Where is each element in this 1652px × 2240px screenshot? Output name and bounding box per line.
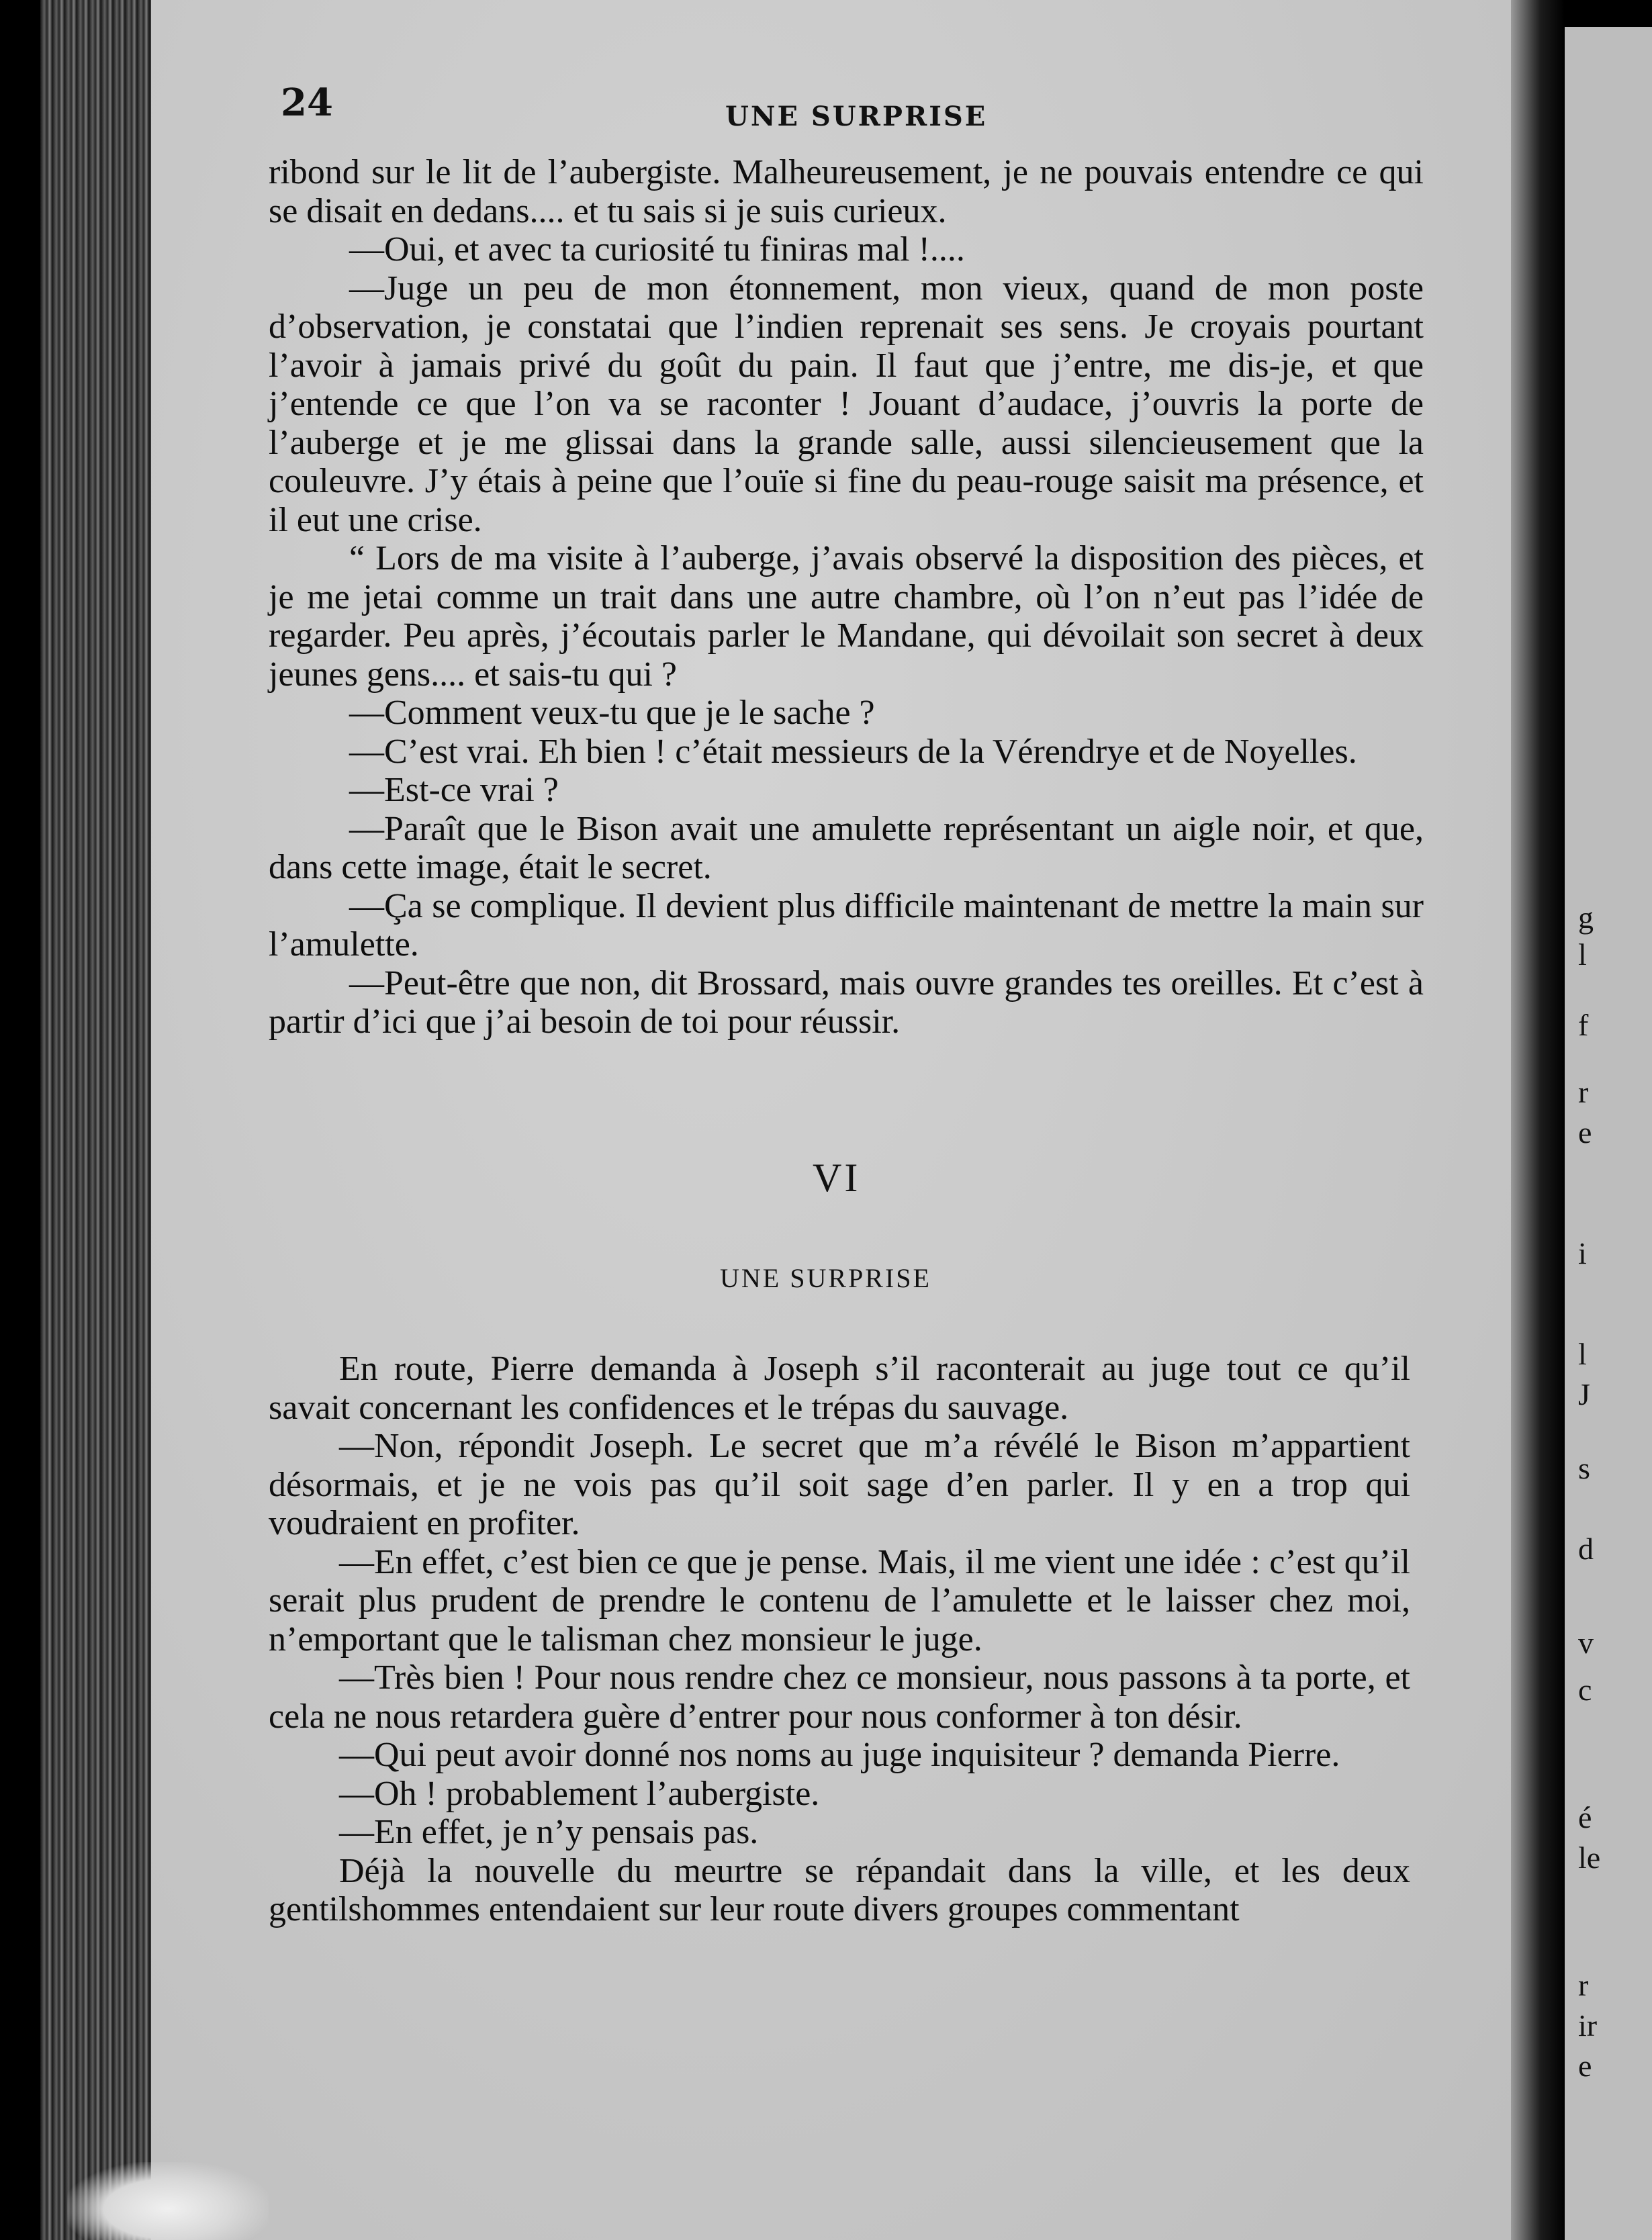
paragraph: —Juge un peu de mon étonnement, mon vieux, quand de mon poste d’observation, je constatai que l’indien reprenait ses sens. Je croyais pourtant l’avoir à jamais privé du goût du pain. Il faut que j’entre, me dis-je, et que j’entende ce que l’on va se raconter ! Jouant d’audace, j’ouvris la porte de l’auberge et je me glissai dans la grande salle, aussi silencieusement que la couleuvre. J’y étais à peine que l’ouïe si fine du peau-rouge saisit ma présence, et il eut une crise. — [269, 269, 1424, 539]
previous-section-text — [269, 153, 1424, 1041]
paragraph: ribond sur le lit de l’aubergiste. Malheureusement, je ne pouvais entendre ce qui se disait en dedans.... et tu sais si je suis curieux. — [269, 153, 1424, 230]
facing-page-fragment: e — [1578, 1115, 1592, 1150]
paragraph: —En effet, je n’y pensais pas. — [339, 1813, 759, 1851]
facing-page-fragment: c — [1578, 1673, 1592, 1707]
book-gutter — [1511, 0, 1565, 2240]
paragraph: —En effet, c’est bien ce que je pense. Mais, il me vient une idée : c’est qu’il serait plus prudent de prendre le contenu de l’amulette et le laisser chez moi, n’emportant que le talisman chez monsieur le juge. — [269, 1542, 1410, 1659]
page-number: 24 — [281, 81, 333, 125]
facing-page-fragment: d — [1578, 1532, 1594, 1566]
facing-page-fragment: f — [1578, 1008, 1589, 1042]
paragraph: —Non, répondit Joseph. Le secret que m’a révélé le Bison m’appartient désormais, et je ne vois pas qu’il soit sage d’en parler. Il y en a trop qui voudraient en profiter. — [269, 1427, 1410, 1542]
paragraph: —Est-ce vrai ? — [349, 771, 559, 809]
paragraph: —Ça se complique. Il devient plus difficile maintenant de mettre la main sur l’amulette. — [269, 886, 1424, 964]
facing-page-fragment: g — [1578, 900, 1594, 935]
facing-page-fragment: le — [1578, 1840, 1601, 1875]
facing-page-fragment: v — [1578, 1626, 1594, 1660]
paragraph: En route, Pierre demanda à Joseph s’il raconterait au juge tout ce qu’il savait concernant les confidences et le trépas du sauvage. — [269, 1350, 1410, 1427]
paragraph: Déjà la nouvelle du meurtre se répandait dans la ville, et les deux gentilshommes entendaient sur leur route divers groupes commentant — [269, 1851, 1410, 1928]
running-head: UNE SURPRISE — [725, 101, 988, 132]
paragraph: —Qui peut avoir donné nos noms au juge inquisiteur ? demanda Pierre. — [339, 1736, 1340, 1774]
paragraph: —Oh ! probablement l’aubergiste. — [339, 1774, 820, 1813]
chapter-title: UNE SURPRISE — [720, 1263, 931, 1293]
facing-page-fragment: l — [1578, 937, 1587, 972]
chapter-number: VI — [813, 1156, 861, 1200]
facing-page-fragment: r — [1578, 1968, 1589, 2002]
facing-page-fragment: i — [1578, 1236, 1587, 1270]
facing-page-fragment: é — [1578, 1800, 1592, 1834]
paragraph: —Très bien ! Pour nous rendre chez ce monsieur, nous passons à ta porte, et cela ne nous retardera guère d’entrer pour nous conformer à ton désir. — [269, 1659, 1410, 1736]
paper-damage-spot — [67, 2162, 269, 2240]
facing-page-fragment: ir — [1578, 2008, 1598, 2043]
paragraph: “ Lors de ma visite à l’auberge, j’avais observé la disposition des pièces, et je me jetai comme un trait dans une autre chambre, où l’on n’eut pas l’idée de regarder. Peu après, j’écoutais parler le Mandane, qui dévoilait son secret à deux jeunes gens.... et sais-tu qui ? — [269, 539, 1424, 694]
paragraph: —Peut-être que non, dit Brossard, mais ouvre grandes tes oreilles. Et c’est à partir d’ici que j’ai besoin de toi pour réussir. — [269, 964, 1424, 1041]
paragraph: —Oui, et avec ta curiosité tu finiras mal !.... — [349, 230, 965, 269]
book-page-stack-edge — [40, 0, 161, 2240]
facing-page-fragment: r — [1578, 1075, 1589, 1109]
paragraph: —Paraît que le Bison avait une amulette représentant un aigle noir, et que, dans cette image, était le secret. — [269, 809, 1424, 886]
facing-page-edge — [1565, 27, 1652, 2240]
facing-page-fragment: l — [1578, 1337, 1587, 1371]
paragraph: —C’est vrai. Eh bien ! c’était messieurs de la Vérendrye et de Noyelles. — [349, 732, 1357, 771]
paragraph: —Comment veux-tu que je le sache ? — [349, 694, 875, 732]
facing-page-fragment: J — [1578, 1377, 1590, 1411]
facing-page-fragment: s — [1578, 1451, 1590, 1485]
facing-page-fragment: e — [1578, 2049, 1592, 2083]
chapter-text — [269, 1350, 1410, 1929]
